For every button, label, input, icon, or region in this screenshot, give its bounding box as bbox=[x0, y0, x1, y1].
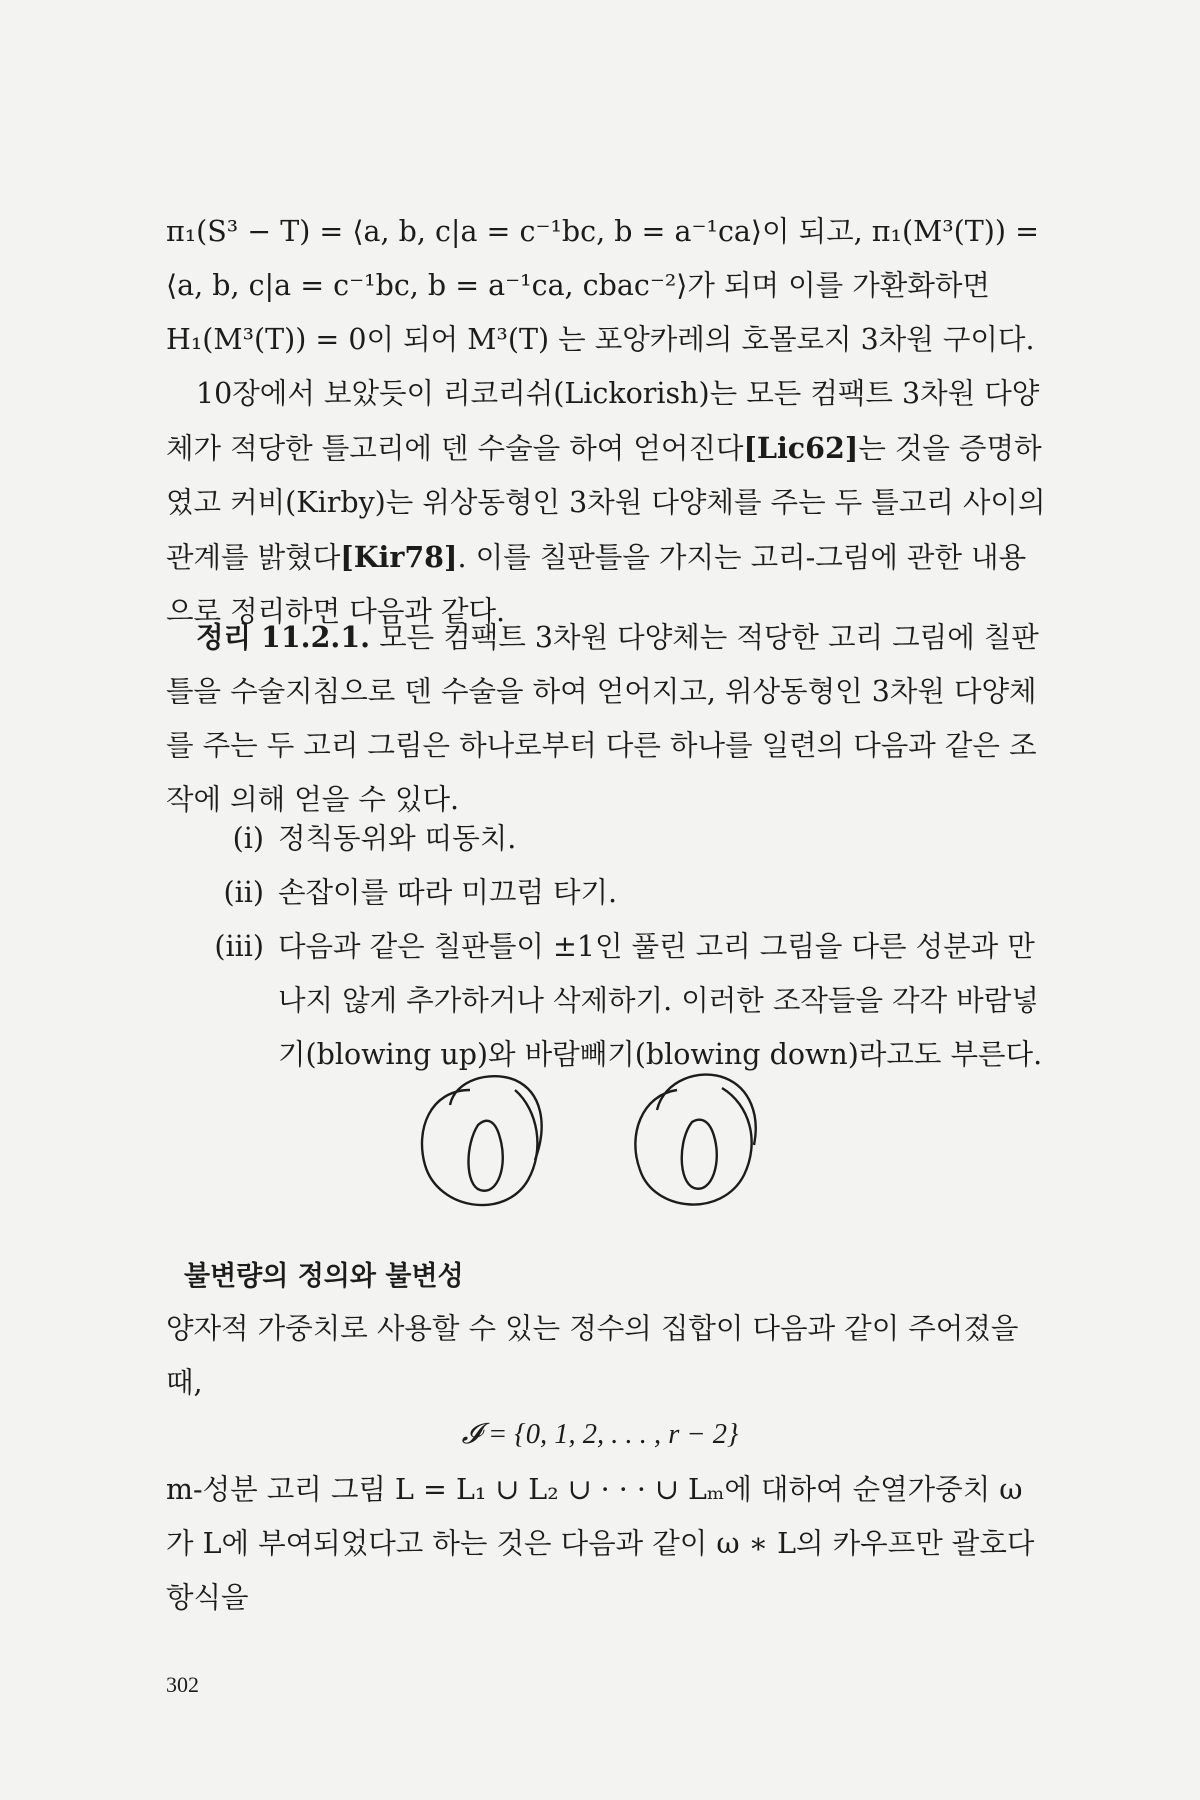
paragraph2-part1: 10장에서 보았듯이 리코리쉬(Lickorish)는 모든 컴팩트 3차원 다양체가 적당한 틀고리에 덴 수술을 하여 얻어진다 bbox=[166, 377, 1040, 465]
list-item-text: 정칙동위와 띠동치. bbox=[278, 822, 517, 855]
paragraph2-part3: . 이를 칠판틀을 가지는 고리-그림에 관한 내용으로 정리하면 다음과 같다. bbox=[166, 541, 1027, 628]
unknot-figures bbox=[410, 1050, 790, 1225]
list-item bbox=[166, 812, 1046, 866]
theorem-11-2-1 bbox=[166, 610, 1046, 827]
paragraph-fundamental-group: π₁(S³ − T) = ⟨a, b, c|a = c⁻¹bc, b = a⁻¹ca⟩이 되고, π₁(M³(T)) = ⟨a, b, c|a = c⁻¹bc, b = a⁻¹ca, cbac⁻²⟩가 되며 이를 가환화하면 H₁(M³(T)) = 0이 되어 M³(T) 는 포앙카레의 호몰로지 3차원 구이다. bbox=[166, 215, 1039, 356]
list-item-text: 다음과 같은 칠판틀이 ±1인 풀린 고리 그림을 다른 성분과 만나지 않게 추가하거나 삭제하기. 이러한 조작들을 각각 바람넣기(blowing up)와 바람빼기(blowing down)라고도 부른다. bbox=[278, 930, 1043, 1071]
paragraph-lickorish-kirby bbox=[166, 367, 1046, 639]
section-title: 불변량의 정의와 불변성 bbox=[184, 1261, 464, 1292]
theorem-text: 모든 컴팩트 3차원 다양체는 적당한 고리 그림에 칠판틀을 수술지침으로 덴 수술을 하여 얻어지고, 위상동형인 3차원 다양체를 주는 두 고리 그림은 하나로부터 다른 하나를 일련의 다음과 같은 조작에 의해 얻을 수 있다. bbox=[166, 621, 1039, 816]
paragraph-weight-set: 양자적 가중치로 사용할 수 있는 정수의 집합이 다음과 같이 주어졌을 때, bbox=[166, 1312, 1019, 1399]
operation-list bbox=[166, 812, 1046, 1082]
list-item-number: (iii) bbox=[214, 930, 264, 963]
theorem-label: 정리 11.2.1. bbox=[196, 620, 371, 654]
paragraph2-part2: 는 것을 증명하였고 커비(Kirby)는 위상동형인 3차원 다양체를 주는 두 틀고리 사이의 관계를 밝혔다 bbox=[166, 432, 1046, 574]
set-equation: 𝓘 = {0, 1, 2, . . . , r − 2} bbox=[461, 1419, 739, 1450]
page-number: 302 bbox=[166, 1672, 199, 1697]
citation-lic62: [Lic62] bbox=[743, 431, 859, 465]
list-item-text: 손잡이를 따라 미끄럼 타기. bbox=[278, 876, 618, 909]
citation-kir78: [Kir78] bbox=[340, 540, 458, 574]
list-item-number: (i) bbox=[232, 822, 264, 855]
list-item bbox=[166, 866, 1046, 920]
paragraph-link-diagram: m-성분 고리 그림 L = L₁ ∪ L₂ ∪ · · · ∪ Lₘ에 대하여 순열가중치 ω가 L에 부여되었다고 하는 것은 다음과 같이 ω ∗ L의 카우프만 괄호다항식을 bbox=[166, 1473, 1035, 1614]
list-item-number: (ii) bbox=[223, 876, 264, 909]
unknot-diagram-right bbox=[635, 1075, 755, 1205]
unknot-diagram-left bbox=[422, 1076, 542, 1205]
